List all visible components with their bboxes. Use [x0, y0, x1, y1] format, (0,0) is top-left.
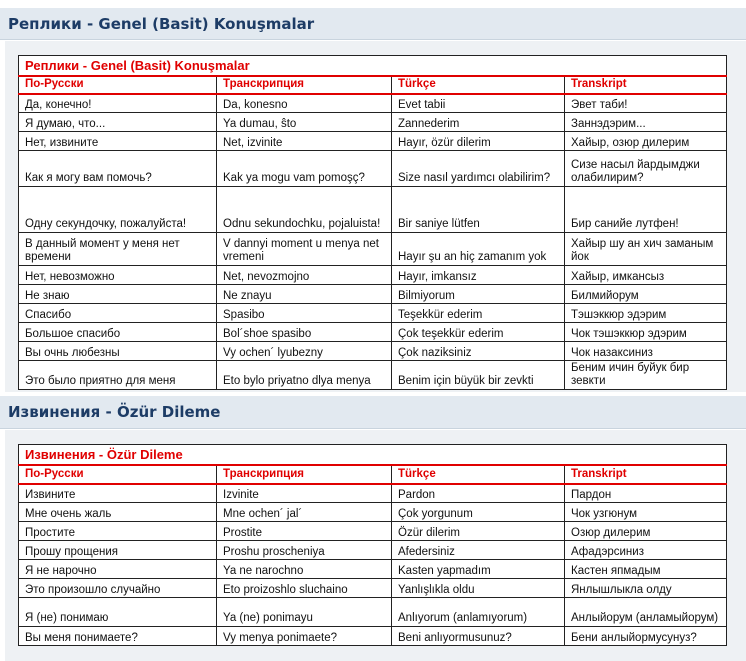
table-cell: Не знаю: [19, 285, 217, 304]
table-cell: Zannederim: [392, 113, 565, 132]
table-cell: Ya ne narochno: [217, 560, 392, 579]
table-cell: V dannyi moment u menya net vremeni: [217, 233, 392, 266]
table-row: [19, 484, 727, 503]
table-cell: Proshu proscheniya: [217, 541, 392, 560]
table-title-row: [19, 56, 727, 76]
table-cell: Да, конечно!: [19, 94, 217, 113]
table-cell: Простите: [19, 522, 217, 541]
table-row: [19, 266, 727, 285]
table-row: [19, 113, 727, 132]
table-cell: Net, nevozmojno: [217, 266, 392, 285]
table-cell: Pardon: [392, 484, 565, 503]
table-cell: Озюр дилерим: [565, 522, 727, 541]
table-row: [19, 627, 727, 646]
table-cell: Çok naziksiniz: [392, 342, 565, 361]
table-cell: Eto proizoshlo sluchaino: [217, 579, 392, 598]
table-row: [19, 94, 727, 113]
table-cell: Бир санийе лутфен!: [565, 187, 727, 233]
column-header: Türkçe: [392, 465, 565, 484]
table-title: Реплики - Genel (Basit) Konuşmalar: [19, 56, 727, 76]
table-cell: Beni anlıyormusunuz?: [392, 627, 565, 646]
column-header: Транскрипция: [217, 465, 392, 484]
table-row: [19, 342, 727, 361]
table-row: [19, 233, 727, 266]
table-cell: Kak ya mogu vam pomoşç?: [217, 151, 392, 187]
table-cell: Кастен япмадым: [565, 560, 727, 579]
table-cell: Чок узгюнум: [565, 503, 727, 522]
table-cell: Benim için büyük bir zevkti: [392, 361, 565, 390]
table-cell: Izvinite: [217, 484, 392, 503]
table-cell: Teşekkür ederim: [392, 304, 565, 323]
table-cell: Afedersiniz: [392, 541, 565, 560]
table-cell: Vy menya ponimaete?: [217, 627, 392, 646]
column-header: По-Русски: [19, 76, 217, 94]
table-row: [19, 579, 727, 598]
table-cell: Я не нарочно: [19, 560, 217, 579]
table-row: [19, 304, 727, 323]
table-cell: Прошу прощения: [19, 541, 217, 560]
table-cell: Vy ochen´ lyubezny: [217, 342, 392, 361]
table-row: [19, 522, 727, 541]
table-cell: Беним ичин буйук бир зевкти: [565, 361, 727, 390]
table-cell: Заннэдэрим...: [565, 113, 727, 132]
table-cell: Yanlışlıkla oldu: [392, 579, 565, 598]
column-header: Транскрипция: [217, 76, 392, 94]
table-cell: Извините: [19, 484, 217, 503]
table-row: [19, 132, 727, 151]
table-cell: Ya dumau, ŝto: [217, 113, 392, 132]
table-cell: Size nasıl yardımcı olabilirim?: [392, 151, 565, 187]
table-cell: Prostite: [217, 522, 392, 541]
table-cell: Hayır, özür dilerim: [392, 132, 565, 151]
table-cell: Мне очень жаль: [19, 503, 217, 522]
section-heading-text: Извинения - Özür Dileme: [8, 403, 221, 421]
table-row: [19, 361, 727, 390]
table-cell: Özür dilerim: [392, 522, 565, 541]
table-row: [19, 598, 727, 627]
table-row: [19, 285, 727, 304]
table-cell: Hayır şu an hiç zamanım yok: [392, 233, 565, 266]
table-cell: Ne znayu: [217, 285, 392, 304]
table-cell: Афадэрсиниз: [565, 541, 727, 560]
table-cell: Я думаю, что...: [19, 113, 217, 132]
table-cell: Это произошло случайно: [19, 579, 217, 598]
table-cell: Anlıyorum (anlamıyorum): [392, 598, 565, 627]
table-cell: В данный момент у меня нет времени: [19, 233, 217, 266]
table-cell: Çok teşekkür ederim: [392, 323, 565, 342]
table-cell: Evet tabii: [392, 94, 565, 113]
table-cell: Пардон: [565, 484, 727, 503]
table-cell: Чок тэшэккюр эдэрим: [565, 323, 727, 342]
table-row: [19, 503, 727, 522]
table-row: [19, 541, 727, 560]
table-cell: Большое спасибо: [19, 323, 217, 342]
table-cell: Янлышлыкла олду: [565, 579, 727, 598]
section-heading-text: Реплики - Genel (Basit) Konuşmalar: [8, 14, 315, 33]
table-cell: Bol´shoe spasibo: [217, 323, 392, 342]
column-header: По-Русски: [19, 465, 217, 484]
table-cell: Тэшэккюр эдэрим: [565, 304, 727, 323]
table-cell: Анлыйорум (анламыйорум): [565, 598, 727, 627]
table-row: [19, 560, 727, 579]
table-cell: Нет, извините: [19, 132, 217, 151]
table-cell: Чок назаксиниз: [565, 342, 727, 361]
table-cell: Net, izvinite: [217, 132, 392, 151]
table-cell: Bilmiyorum: [392, 285, 565, 304]
table-cell: Вы очнь любезны: [19, 342, 217, 361]
phrase-table-replies: [18, 55, 727, 390]
table-cell: Я (не) понимаю: [19, 598, 217, 627]
table-row: [19, 323, 727, 342]
phrase-table-apologies: [18, 444, 727, 646]
table-cell: Mne ochen´ jal´: [217, 503, 392, 522]
column-header: Transkript: [565, 465, 727, 484]
table-cell: Хайыр, имкансыз: [565, 266, 727, 285]
table-cell: Как я могу вам помочь?: [19, 151, 217, 187]
table-cell: Сизе насыл йардымджи олабилирим?: [565, 151, 727, 187]
section-heading-apologies: [0, 396, 746, 429]
table-cell: Spasibo: [217, 304, 392, 323]
column-header: Türkçe: [392, 76, 565, 94]
table-cell: Hayır, imkansız: [392, 266, 565, 285]
table-header-row: [19, 76, 727, 94]
table-cell: Eto bylo priyatno dlya menya: [217, 361, 392, 390]
table-title-row: [19, 445, 727, 465]
table-cell: Хайыр, озюр дилерим: [565, 132, 727, 151]
column-header: Transkript: [565, 76, 727, 94]
table-cell: Нет, невозможно: [19, 266, 217, 285]
table-cell: Kasten yapmadım: [392, 560, 565, 579]
table-row: [19, 151, 727, 187]
table-cell: Bir saniye lütfen: [392, 187, 565, 233]
table-header-row: [19, 465, 727, 484]
table-title: Извинения - Özür Dileme: [19, 445, 727, 465]
section-heading-replies: [0, 8, 746, 40]
table-cell: Хайыр шу ан хич заманым йок: [565, 233, 727, 266]
table-cell: Спасибо: [19, 304, 217, 323]
table-row: [19, 187, 727, 233]
table-cell: Вы меня понимаете?: [19, 627, 217, 646]
table-cell: Бени анлыйормусунуз?: [565, 627, 727, 646]
table-cell: Это было приятно для меня: [19, 361, 217, 390]
table-cell: Билмийорум: [565, 285, 727, 304]
table-cell: Одну секундочку, пожалуйста!: [19, 187, 217, 233]
table-cell: Ya (ne) ponimayu: [217, 598, 392, 627]
table-cell: Da, konesno: [217, 94, 392, 113]
table-cell: Odnu sekundochku, pojaluista!: [217, 187, 392, 233]
table-cell: Çok yorgunum: [392, 503, 565, 522]
table-cell: Эвет таби!: [565, 94, 727, 113]
